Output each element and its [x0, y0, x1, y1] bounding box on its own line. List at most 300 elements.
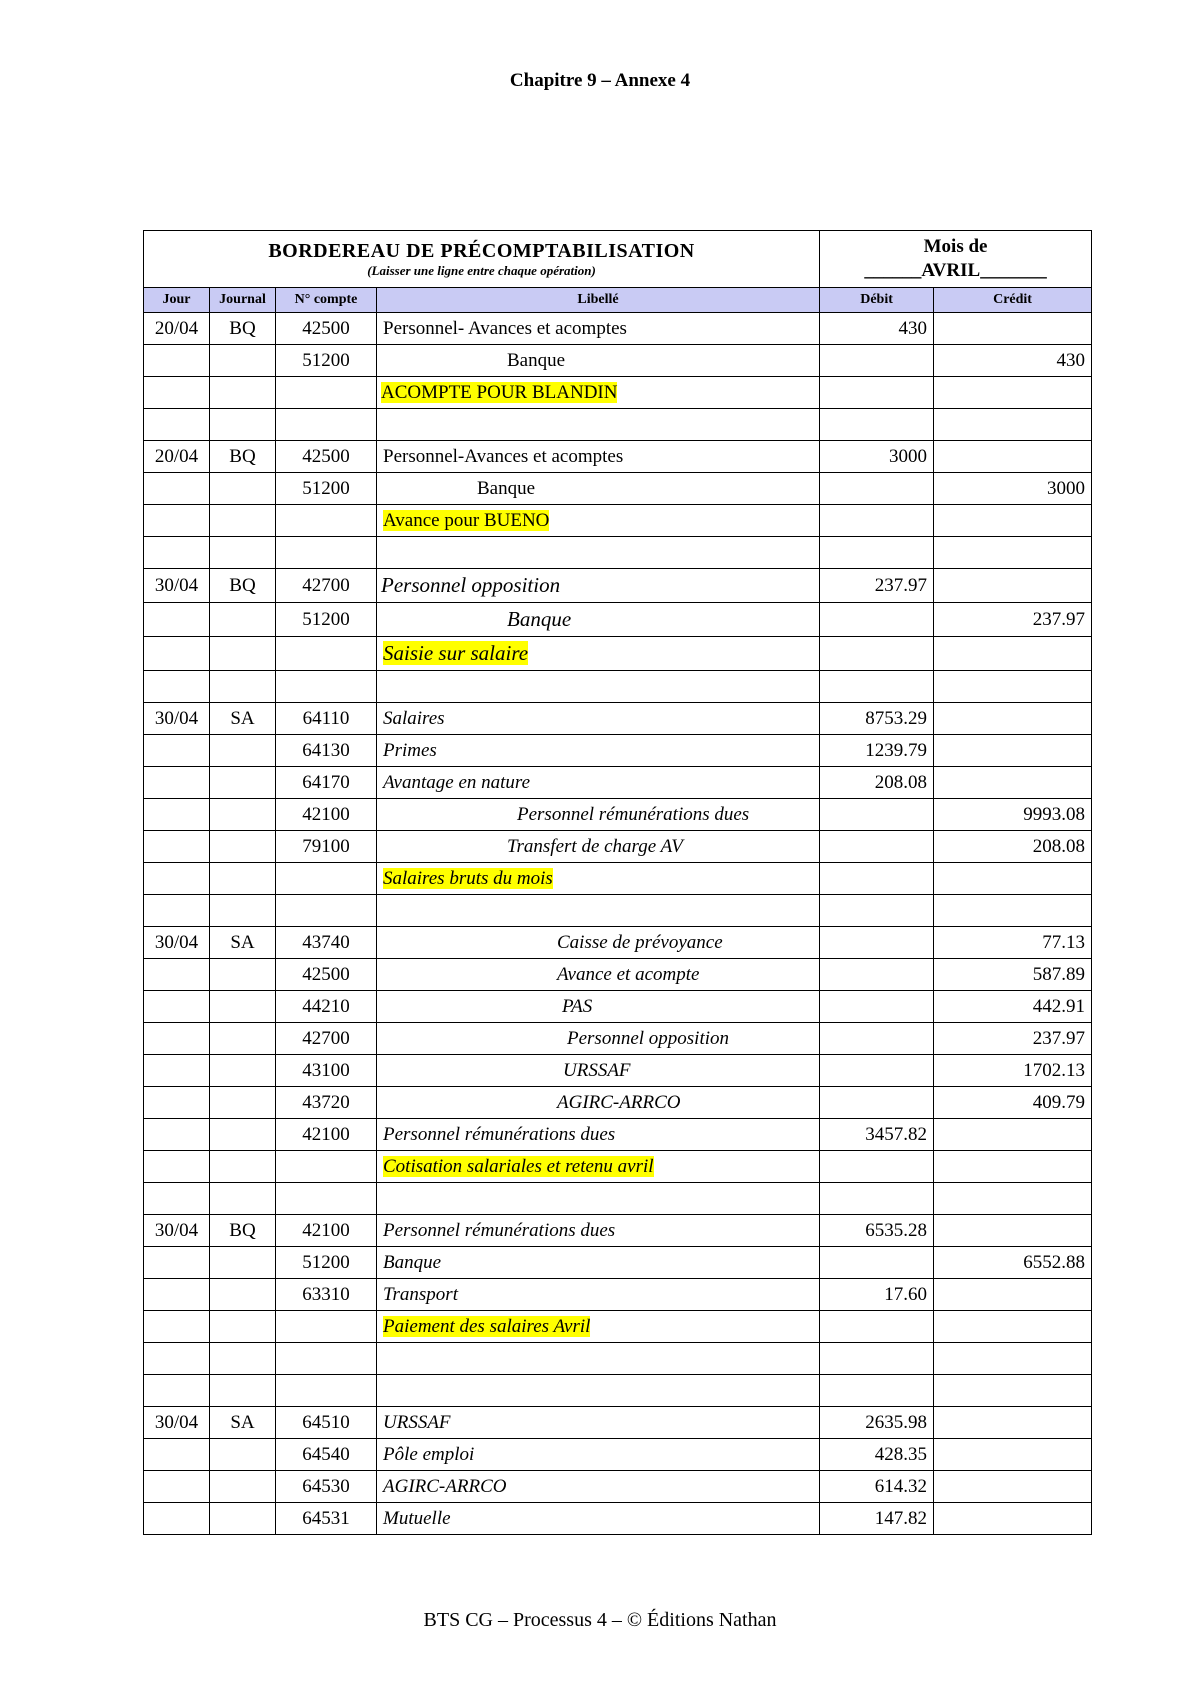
cell-journal-text: SA	[230, 931, 255, 953]
cell-libelle-text: PAS	[562, 995, 593, 1017]
cell-jour	[144, 767, 210, 799]
cell-compte	[276, 895, 377, 927]
cell-jour	[144, 991, 210, 1023]
cell-credit	[934, 637, 1092, 671]
cell-debit	[820, 1503, 934, 1535]
cell-libelle-text: Mutuelle	[383, 1507, 451, 1529]
cell-debit	[820, 603, 934, 637]
cell-debit	[820, 1119, 934, 1151]
cell-credit-text: 9993.08	[1023, 803, 1086, 825]
cell-compte-text: 51200	[302, 349, 350, 371]
table-row	[144, 1471, 1092, 1503]
page-title: Chapitre 9 – Annexe 4	[509, 70, 691, 91]
table-row	[144, 1119, 1092, 1151]
cell-compte	[276, 377, 377, 409]
cell-jour-text: 30/04	[154, 1411, 199, 1433]
cell-credit	[934, 1087, 1092, 1119]
cell-libelle	[377, 1087, 820, 1119]
cell-libelle-text: Primes	[383, 739, 437, 761]
bordereau-title: BORDEREAU DE PRÉCOMPTABILISATION	[268, 239, 695, 262]
cell-journal	[210, 1119, 276, 1151]
table-row	[144, 1407, 1092, 1439]
cell-journal	[210, 409, 276, 441]
cell-libelle-text: URSSAF	[383, 1411, 451, 1433]
cell-journal	[210, 1343, 276, 1375]
cell-credit	[934, 735, 1092, 767]
cell-jour	[144, 895, 210, 927]
cell-libelle	[377, 831, 820, 863]
cell-journal	[210, 473, 276, 505]
cell-libelle	[377, 1119, 820, 1151]
cell-journal	[210, 637, 276, 671]
cell-credit-text: 409.79	[1032, 1091, 1086, 1113]
cell-credit	[934, 1503, 1092, 1535]
cell-debit	[820, 473, 934, 505]
cell-credit	[934, 473, 1092, 505]
cell-debit-text: 614.32	[874, 1475, 928, 1497]
mois-label: Mois de	[923, 236, 988, 257]
cell-journal	[210, 1503, 276, 1535]
cell-compte	[276, 1471, 377, 1503]
cell-debit	[820, 1215, 934, 1247]
cell-credit	[934, 409, 1092, 441]
cell-libelle	[377, 1183, 820, 1215]
cell-compte-text: 42500	[302, 445, 350, 467]
cell-debit	[820, 703, 934, 735]
cell-libelle	[377, 1343, 820, 1375]
cell-jour-text: 30/04	[154, 1219, 199, 1241]
cell-libelle-text: Personnel rémunérations dues	[383, 1123, 616, 1145]
cell-compte-text: 42100	[302, 1219, 350, 1241]
cell-libelle-text: Transfert de charge AV	[507, 835, 683, 857]
cell-debit	[820, 441, 934, 473]
cell-jour	[144, 1119, 210, 1151]
cell-debit	[820, 1439, 934, 1471]
cell-journal	[210, 703, 276, 735]
cell-debit	[820, 345, 934, 377]
cell-debit-text: 428.35	[874, 1443, 928, 1465]
col-header-credit: Crédit	[934, 288, 1092, 313]
cell-jour	[144, 959, 210, 991]
cell-compte-text: 43720	[302, 1091, 350, 1113]
cell-credit	[934, 345, 1092, 377]
cell-credit-text: 77.13	[1042, 931, 1086, 953]
cell-debit-text: 17.60	[884, 1283, 928, 1305]
cell-compte	[276, 569, 377, 603]
cell-jour	[144, 1471, 210, 1503]
cell-compte-text: 64510	[302, 1411, 350, 1433]
cell-journal	[210, 1375, 276, 1407]
cell-libelle	[377, 441, 820, 473]
mois-value: ______AVRIL_______	[864, 260, 1047, 281]
cell-libelle-text: Paiement des salaires Avril	[383, 1315, 591, 1337]
cell-libelle	[377, 1471, 820, 1503]
cell-compte	[276, 473, 377, 505]
cell-credit	[934, 313, 1092, 345]
cell-compte-text: 42700	[302, 1027, 350, 1049]
cell-debit	[820, 1471, 934, 1503]
cell-libelle	[377, 671, 820, 703]
cell-journal	[210, 895, 276, 927]
table-row	[144, 1503, 1092, 1535]
cell-libelle	[377, 863, 820, 895]
cell-libelle-text: Salaires bruts du mois	[383, 867, 553, 889]
cell-journal	[210, 671, 276, 703]
cell-compte	[276, 703, 377, 735]
cell-credit	[934, 1183, 1092, 1215]
cell-journal	[210, 1215, 276, 1247]
cell-compte-text: 64170	[302, 771, 350, 793]
cell-credit	[934, 895, 1092, 927]
table-row	[144, 735, 1092, 767]
cell-debit	[820, 1247, 934, 1279]
cell-compte	[276, 927, 377, 959]
cell-journal	[210, 1183, 276, 1215]
table-row	[144, 409, 1092, 441]
cell-compte-text: 51200	[302, 477, 350, 499]
cell-libelle	[377, 1055, 820, 1087]
cell-debit	[820, 637, 934, 671]
cell-libelle-text: Personnel opposition	[567, 1027, 730, 1049]
cell-libelle	[377, 767, 820, 799]
cell-compte	[276, 637, 377, 671]
bordereau-title-cell	[144, 231, 820, 288]
cell-debit-text: 430	[898, 317, 928, 339]
table-row	[144, 1183, 1092, 1215]
cell-compte	[276, 345, 377, 377]
cell-credit-text: 587.89	[1032, 963, 1086, 985]
cell-libelle-text: AGIRC-ARRCO	[383, 1475, 507, 1497]
cell-debit	[820, 1055, 934, 1087]
cell-jour	[144, 799, 210, 831]
cell-compte	[276, 1215, 377, 1247]
table-row	[144, 671, 1092, 703]
cell-journal-text: BQ	[229, 445, 256, 467]
cell-debit	[820, 799, 934, 831]
cell-journal	[210, 863, 276, 895]
table-row	[144, 1247, 1092, 1279]
cell-journal	[210, 767, 276, 799]
table-row	[144, 1279, 1092, 1311]
cell-libelle	[377, 1407, 820, 1439]
table-row	[144, 1151, 1092, 1183]
cell-compte-text: 42700	[302, 574, 350, 596]
cell-compte	[276, 441, 377, 473]
cell-jour	[144, 637, 210, 671]
cell-debit	[820, 895, 934, 927]
cell-journal	[210, 313, 276, 345]
cell-libelle	[377, 1503, 820, 1535]
cell-libelle	[377, 345, 820, 377]
cell-compte	[276, 1375, 377, 1407]
cell-libelle-text: Saisie sur salaire	[383, 641, 529, 665]
cell-libelle-text: Personnel rémunérations dues	[383, 1219, 616, 1241]
cell-compte	[276, 1311, 377, 1343]
cell-debit-text: 6535.28	[865, 1219, 928, 1241]
cell-libelle-text: URSSAF	[563, 1059, 631, 1081]
cell-debit-text: 2635.98	[865, 1411, 928, 1433]
table-row	[144, 799, 1092, 831]
cell-credit-text: 237.97	[1032, 1027, 1086, 1049]
cell-libelle-text: Personnel- Avances et acomptes	[383, 317, 627, 339]
cell-libelle	[377, 799, 820, 831]
cell-credit	[934, 831, 1092, 863]
cell-libelle	[377, 473, 820, 505]
cell-libelle	[377, 505, 820, 537]
cell-jour-text: 20/04	[154, 445, 199, 467]
cell-debit-text: 1239.79	[865, 739, 928, 761]
cell-compte	[276, 991, 377, 1023]
cell-credit	[934, 1247, 1092, 1279]
table-row	[144, 473, 1092, 505]
cell-jour	[144, 603, 210, 637]
cell-debit	[820, 1311, 934, 1343]
table-row	[144, 991, 1092, 1023]
cell-libelle	[377, 1023, 820, 1055]
table-row	[144, 603, 1092, 637]
cell-debit-text: 208.08	[874, 771, 928, 793]
cell-jour	[144, 1023, 210, 1055]
col-header-compte: N° compte	[276, 288, 377, 313]
cell-compte	[276, 1343, 377, 1375]
cell-jour	[144, 377, 210, 409]
cell-journal-text: BQ	[229, 1219, 256, 1241]
table-row	[144, 767, 1092, 799]
table-row	[144, 537, 1092, 569]
cell-libelle-text: Transport	[383, 1283, 458, 1305]
cell-credit	[934, 671, 1092, 703]
cell-journal	[210, 569, 276, 603]
cell-compte-text: 44210	[302, 995, 350, 1017]
cell-credit-text: 3000	[1047, 477, 1086, 499]
table-row	[144, 895, 1092, 927]
cell-libelle-text: Cotisation salariales et retenu avril	[383, 1155, 654, 1177]
cell-jour-text: 20/04	[154, 317, 199, 339]
table-row	[144, 505, 1092, 537]
cell-journal	[210, 927, 276, 959]
cell-libelle	[377, 603, 820, 637]
cell-compte-text: 51200	[302, 1251, 350, 1273]
cell-debit	[820, 1279, 934, 1311]
cell-libelle	[377, 1439, 820, 1471]
cell-libelle	[377, 1215, 820, 1247]
cell-jour	[144, 1055, 210, 1087]
cell-journal	[210, 1439, 276, 1471]
table-row	[144, 863, 1092, 895]
cell-libelle	[377, 637, 820, 671]
cell-libelle	[377, 1151, 820, 1183]
cell-credit	[934, 569, 1092, 603]
cell-libelle	[377, 1375, 820, 1407]
cell-jour	[144, 1151, 210, 1183]
cell-libelle	[377, 537, 820, 569]
cell-jour	[144, 409, 210, 441]
cell-debit	[820, 671, 934, 703]
cell-journal	[210, 441, 276, 473]
cell-compte-text: 43100	[302, 1059, 350, 1081]
cell-compte-text: 79100	[302, 835, 350, 857]
cell-compte-text: 43740	[302, 931, 350, 953]
cell-journal	[210, 1151, 276, 1183]
cell-credit	[934, 1023, 1092, 1055]
table-row	[144, 569, 1092, 603]
table-row	[144, 831, 1092, 863]
table-row	[144, 1343, 1092, 1375]
cell-libelle-text: Personnel-Avances et acomptes	[383, 445, 624, 467]
cell-libelle-text: Banque	[507, 607, 572, 631]
cell-debit	[820, 1343, 934, 1375]
table-row	[144, 1215, 1092, 1247]
cell-jour	[144, 1279, 210, 1311]
cell-journal	[210, 735, 276, 767]
cell-compte	[276, 1183, 377, 1215]
cell-jour	[144, 537, 210, 569]
cell-compte-text: 42100	[302, 1123, 350, 1145]
cell-journal	[210, 959, 276, 991]
cell-compte	[276, 505, 377, 537]
cell-libelle-text: Banque	[507, 349, 566, 371]
cell-compte-text: 42100	[302, 803, 350, 825]
cell-libelle-text: Pôle emploi	[383, 1443, 475, 1465]
cell-journal-text: BQ	[229, 574, 256, 596]
cell-libelle	[377, 735, 820, 767]
cell-credit	[934, 767, 1092, 799]
table-row	[144, 441, 1092, 473]
cell-jour	[144, 505, 210, 537]
cell-jour	[144, 703, 210, 735]
cell-debit-text: 3000	[889, 445, 928, 467]
cell-compte-text: 51200	[302, 608, 350, 630]
table-row	[144, 703, 1092, 735]
cell-debit-text: 147.82	[874, 1507, 928, 1529]
cell-compte-text: 64531	[302, 1507, 350, 1529]
cell-compte	[276, 1439, 377, 1471]
cell-libelle-text: ACOMPTE POUR BLANDIN	[381, 381, 618, 403]
cell-libelle	[377, 959, 820, 991]
cell-compte	[276, 863, 377, 895]
cell-credit	[934, 603, 1092, 637]
cell-journal-text: SA	[230, 707, 255, 729]
cell-debit	[820, 1407, 934, 1439]
cell-compte	[276, 959, 377, 991]
cell-compte-text: 42500	[302, 317, 350, 339]
cell-credit	[934, 1375, 1092, 1407]
cell-jour	[144, 1087, 210, 1119]
table-row	[144, 1055, 1092, 1087]
cell-journal	[210, 345, 276, 377]
cell-credit	[934, 1151, 1092, 1183]
cell-jour	[144, 831, 210, 863]
cell-jour	[144, 569, 210, 603]
cell-debit	[820, 1375, 934, 1407]
cell-credit	[934, 959, 1092, 991]
cell-compte	[276, 1055, 377, 1087]
cell-credit-text: 430	[1056, 349, 1086, 371]
cell-libelle	[377, 991, 820, 1023]
table-row	[144, 377, 1092, 409]
cell-credit-text: 237.97	[1032, 608, 1086, 630]
table-row	[144, 313, 1092, 345]
cell-compte-text: 42500	[302, 963, 350, 985]
cell-compte	[276, 671, 377, 703]
cell-jour	[144, 1503, 210, 1535]
cell-journal	[210, 1471, 276, 1503]
cell-debit	[820, 767, 934, 799]
cell-debit-text: 8753.29	[865, 707, 928, 729]
table-row	[144, 637, 1092, 671]
cell-credit	[934, 703, 1092, 735]
cell-jour	[144, 441, 210, 473]
cell-jour	[144, 1183, 210, 1215]
cell-journal	[210, 505, 276, 537]
cell-credit	[934, 1343, 1092, 1375]
cell-libelle	[377, 895, 820, 927]
cell-compte-text: 64530	[302, 1475, 350, 1497]
cell-jour-text: 30/04	[154, 931, 199, 953]
cell-journal	[210, 991, 276, 1023]
cell-debit	[820, 377, 934, 409]
cell-compte	[276, 831, 377, 863]
cell-compte	[276, 1023, 377, 1055]
table-row	[144, 1023, 1092, 1055]
cell-credit-text: 442.91	[1032, 995, 1086, 1017]
cell-libelle	[377, 377, 820, 409]
cell-debit-text: 3457.82	[865, 1123, 928, 1145]
cell-libelle-text: Banque	[383, 1251, 442, 1273]
cell-credit	[934, 799, 1092, 831]
cell-libelle	[377, 1247, 820, 1279]
table-row	[144, 927, 1092, 959]
cell-journal-text: SA	[230, 1411, 255, 1433]
cell-jour-text: 30/04	[154, 574, 199, 596]
cell-compte-text: 64540	[302, 1443, 350, 1465]
cell-credit	[934, 441, 1092, 473]
cell-debit	[820, 505, 934, 537]
mois-cell	[820, 231, 1092, 288]
cell-libelle-text: Avantage en nature	[383, 771, 531, 793]
cell-credit-text: 208.08	[1032, 835, 1086, 857]
cell-libelle	[377, 1311, 820, 1343]
table-row	[144, 1311, 1092, 1343]
journal-body	[144, 313, 1092, 1535]
cell-jour	[144, 1375, 210, 1407]
cell-journal-text: BQ	[229, 317, 256, 339]
cell-libelle	[377, 313, 820, 345]
cell-credit	[934, 537, 1092, 569]
cell-libelle-text: Personnel opposition	[381, 573, 561, 597]
cell-credit	[934, 1215, 1092, 1247]
cell-credit	[934, 505, 1092, 537]
cell-credit	[934, 863, 1092, 895]
cell-credit	[934, 1279, 1092, 1311]
cell-journal	[210, 537, 276, 569]
cell-journal	[210, 1087, 276, 1119]
cell-debit	[820, 1183, 934, 1215]
cell-credit	[934, 1471, 1092, 1503]
cell-compte	[276, 1503, 377, 1535]
cell-debit	[820, 1087, 934, 1119]
cell-libelle	[377, 927, 820, 959]
page-footer: BTS CG – Processus 4 – © Éditions Nathan	[423, 1609, 777, 1631]
table-row	[144, 1087, 1092, 1119]
col-header-debit: Débit	[820, 288, 934, 313]
cell-libelle	[377, 703, 820, 735]
cell-jour	[144, 1215, 210, 1247]
cell-compte	[276, 1087, 377, 1119]
cell-credit	[934, 991, 1092, 1023]
cell-credit	[934, 1407, 1092, 1439]
table-row	[144, 959, 1092, 991]
